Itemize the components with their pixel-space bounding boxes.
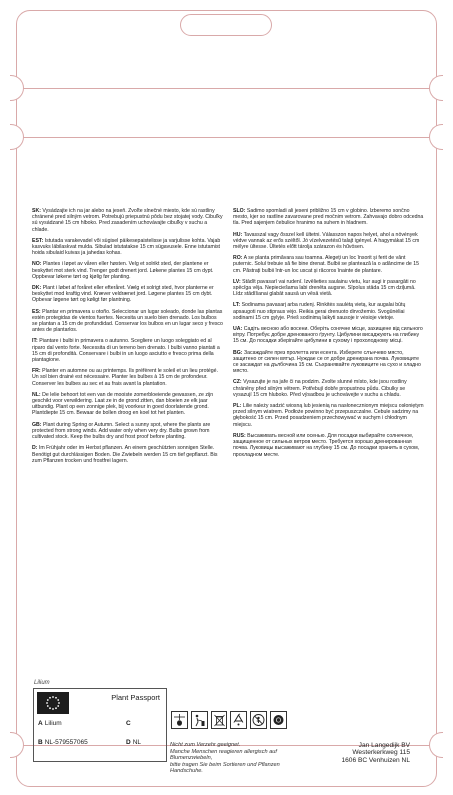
language-code: RUS: bbox=[233, 432, 246, 439]
instruction-text: Высаживать весной или осенью. Для посадки выбирайте солнечное, защищенное от сильных ветров место. Требуется хорошо дренированная почва. Луковицы высаживают на глубину 15 см. До посадки хранить в сухом, прохладном месте. bbox=[233, 432, 420, 458]
trash-bin-crossed-icon bbox=[211, 711, 228, 729]
instruction-paragraph bbox=[32, 445, 223, 464]
instruction-text: Vysazujte je na jaře či na podzim. Zvolte slunné místo, kde jsou rostliny chráněny před silným větrem. Potřebují dobře propustnou půdu. Cibulky se vysazují 15 cm hluboko. Před výsadbou je uchovávejte v suchu a chladu. bbox=[233, 379, 407, 398]
instruction-text: Im Frühjahr oder im Herbst pflanzen. An einem geschützten sonnigen Stelle. Benötigt gut durchlässigen Boden. Die Zwiebeln werden 15 cm tief gepflanzt. Bis zum Pflanzen trocken und frostfrei lagern. bbox=[32, 445, 218, 464]
instruction-text: Sadimo spomladi ali jeseni približno 15 cm v globino. Izberemo sončno mesto, kjer so rastline zavarovane pred močnim vetrom. Zahvavajo dobro odcedna tla. Pred sajenjem čebulice hranimo na suhem in hladnem. bbox=[233, 208, 424, 227]
language-code: EST: bbox=[32, 237, 44, 244]
language-code: DK: bbox=[32, 285, 42, 292]
recycle-icon bbox=[230, 711, 247, 729]
instruction-paragraph bbox=[32, 309, 223, 334]
passport-field-a: A Lilium bbox=[38, 720, 62, 727]
instruction-paragraph bbox=[32, 238, 223, 257]
instructions-left bbox=[32, 208, 223, 469]
language-code: IT: bbox=[32, 338, 38, 345]
passport-field-d: D NL bbox=[126, 739, 142, 746]
instruction-text: Plantar en primavera u otoño. Seleccionar un lugar soleado, donde las plantas estén protegidas de vientos fuertes. Necesita un suelo bien drenado. Los bulbos se plantan a 15 cm de profundidad. Conservar los bulbos en un lugar seco y fresco antes de plantarlos. bbox=[32, 308, 223, 334]
instruction-text: Planter en automne ou au printemps. Ils préfèrent le soleil et un lieu protégé. Un sol bien drainé est nécessaire. Planter les bulbes à 15 cm de profondeur. Conserver les bulbes au sec et au frais avant la plantation. bbox=[32, 368, 219, 387]
warning-child-icon bbox=[250, 711, 267, 729]
plant-passport bbox=[33, 688, 167, 762]
instruction-paragraph bbox=[32, 285, 223, 304]
bulb-depth-icon bbox=[171, 711, 188, 729]
passport-field-c: C bbox=[126, 720, 131, 727]
instruction-paragraph bbox=[32, 422, 223, 441]
hang-hole bbox=[180, 14, 272, 36]
instruction-text: A se planta primăvara sau toamna. Alegeți un loc însorit și ferit de vânt puternic. Solul trebuie să fie bine drenat. Bulbii se plantează la o adâncime de 15 cm. Păstrați bulbii într-un loc uscat și răcoros înainte de plantare. bbox=[233, 255, 420, 274]
instruction-paragraph bbox=[233, 302, 424, 321]
instruction-text: Засаждайте през пролетта или есента. Изберете слънчево място, защитено от силен вятър. Нуждае се от добре дренирана почва. Луковиците се засаждат на дълбочина 15 см. Съхранявайте луковиците на сухо и хладно място. bbox=[233, 349, 421, 375]
instructions-columns bbox=[32, 208, 424, 469]
fold-line bbox=[16, 137, 437, 138]
language-code: BG: bbox=[233, 349, 243, 356]
passport-field-b: B NL-579557065 bbox=[38, 739, 88, 746]
eu-icon bbox=[270, 711, 287, 729]
allergy-disclaimer: Nicht zum Verzehr geeignet. Manche Menschen reagieren allergisch auf Blumenzwiebeln, bitte tragen Sie beim Sortieren und Pflanzen Handschuhe. bbox=[170, 742, 280, 774]
fold-line bbox=[16, 88, 437, 89]
language-code: GB: bbox=[32, 421, 42, 428]
company-address: Jan Langedijk BV Westerkerkweg 115 1606 BC Venhuizen NL bbox=[341, 742, 410, 764]
language-code: UA: bbox=[233, 326, 243, 333]
instruction-paragraph bbox=[233, 433, 424, 458]
instruction-text: Lilie należy sadzić wiosną lub jesienią na nasłonecznionym miejscu osłoniętym przed silnym wiatrem. Podłoże powinno być przepuszczalne. Cebule sadzimy na głębokość 15 cm. Przed posadzeniem przechowywać w suchym i chłodnym miejscu. bbox=[233, 403, 424, 428]
instruction-paragraph bbox=[233, 208, 424, 227]
instruction-text: Садіть весною або восени. Оберіть сонячне місце, захищене від сильного вітру. Потребує добре дренованого ґрунту. Цибулини висаджують на глибину 15 см. До посадки зберігайте цибулини в сухому і прохолодному місці. bbox=[233, 326, 423, 345]
instructions-right bbox=[233, 208, 424, 469]
instruction-paragraph bbox=[233, 379, 424, 398]
language-code: D: bbox=[32, 445, 38, 452]
language-code: LT: bbox=[233, 302, 241, 309]
instruction-text: Plantes i løpet av våren eller høsten. Velg et solrikt sted, der plantene er beskyttet mot sterk vind. Trenger godt drenert jord. Løkene plantes 15 cm dypt. Oppbevar løkene tørt og kjølig før planting. bbox=[32, 261, 214, 280]
symbol-row bbox=[171, 710, 287, 730]
instruction-text: De lelie behoort tot een van de mooiste zomerbloeiende gewassen, ze zijn geschikt voor verwildering. Laat ze in de grond zitten, dan bloeien ze elk jaar uitbundig. Plant op een zonnige plek, bij voorkeur in goed doorlatende grond. Plantdiepte 15 cm. Bewaar de bollen droog en koel tot het planten. bbox=[32, 391, 214, 417]
language-code: RO: bbox=[233, 255, 243, 262]
language-code: PL: bbox=[233, 403, 242, 410]
instruction-paragraph bbox=[32, 368, 223, 387]
species-label: Lilium bbox=[34, 680, 50, 686]
instruction-text: Tavasszal vagy ősszel kell ültetni. Válasszon napos helyet, ahol a növények védve vannak az erős széltől. Jó vízelvezetésű talajt igényel. A hagymákat 15 cm mélyre ültesse. Ültetés előtt tárolja szárazon és hűvösen. bbox=[233, 231, 420, 251]
instruction-text: Vysádzajte ich na jar alebo na jeseň. Zvoľte slnečné miesto, kde sú rastliny chránené pred silným vetrom. Potrebujú priepustnú pôdu bez stojatej vody. Cibuľky sú vysádzané 15 cm hlboko. Pred zasadením uchovávajte cibuľky v suchu a chlade. bbox=[32, 208, 223, 233]
language-code: SLO: bbox=[233, 208, 246, 214]
instruction-text: Stādīt pavasarī vai rudenī. Izvēlieties saulainu vietu, kur augi ir pasargāti no spēcīga vēja. Nepieciešama labi drenēta augsne. Sīpolus stāda 15 cm dziļumā. Līdz stādīšanai glabāt sausā un vēsā vietā. bbox=[233, 278, 416, 298]
instruction-text: Piantare i bulbi in primavera o autunno. Scegliere un luogo soleggiato ed al riparo dal vento forte. Necessita di un terreno ben drenato. I bulbi vanno piantati a 15 cm di profondità. Conservare i bulbi in un luogo asciutto e fresco prima della piantagione. bbox=[32, 338, 220, 364]
eu-flag-icon bbox=[37, 692, 69, 714]
language-code: FR: bbox=[32, 368, 41, 375]
instruction-text: Plant i løbet af foråret eller efteråret. Vælg et solrigt sted, hvor planterne er beskyttet mod kraftig vind. Kræver veldrænet jord. Løgene plantes 15 cm dybt. Opbevar løgene tørt og køligt før plantning. bbox=[32, 285, 214, 304]
language-code: HU: bbox=[233, 231, 243, 238]
language-code: LV: bbox=[233, 278, 241, 285]
instruction-text: Plant during Spring or Autumn. Select a sunny spot, where the plants are protected from strong winds. Add water only when very dry. Bulbs grown from cultivated stock. Keep the bulbs dry and frost proof before planting. bbox=[32, 421, 211, 441]
instruction-paragraph bbox=[233, 255, 424, 274]
instruction-paragraph bbox=[233, 326, 424, 345]
instruction-paragraph bbox=[233, 350, 424, 375]
language-code: CZ: bbox=[233, 379, 242, 386]
instruction-paragraph bbox=[233, 279, 424, 298]
language-code: ES: bbox=[32, 308, 41, 315]
instruction-paragraph bbox=[32, 392, 223, 417]
instruction-paragraph bbox=[233, 403, 424, 428]
instruction-paragraph bbox=[32, 208, 223, 233]
instruction-text: Istutada varakevadel või sügisel päikesepaistelisse ja varjulisse kohta. Vajab kasvuks läbilaskvat mulda. Sibulad istutatakse 15 cm sügavusele. Enne istutamist hoida sibulaid kuivas ja jahedas kohas. bbox=[32, 237, 221, 257]
language-code: SK: bbox=[32, 208, 41, 214]
language-code: NL: bbox=[32, 391, 41, 398]
instruction-paragraph bbox=[32, 261, 223, 280]
passport-title: Plant Passport bbox=[111, 693, 160, 702]
instruction-paragraph bbox=[233, 232, 424, 251]
language-code: NO: bbox=[32, 261, 42, 268]
instruction-paragraph bbox=[32, 338, 223, 363]
instruction-text: Sodinama pavasarį arba rudenį. Rinkitės saulėtą vietą, kur augalai būtų apsaugoti nuo stipraus vėjo. Reikia gerai drenuoto dirvožemio. Svogūnėliai sodinami 15 cm gylyje. Prieš sodinimą laikyti sausoje ir vėsioje vietoje. bbox=[233, 302, 406, 321]
tidyman-icon bbox=[191, 711, 208, 729]
